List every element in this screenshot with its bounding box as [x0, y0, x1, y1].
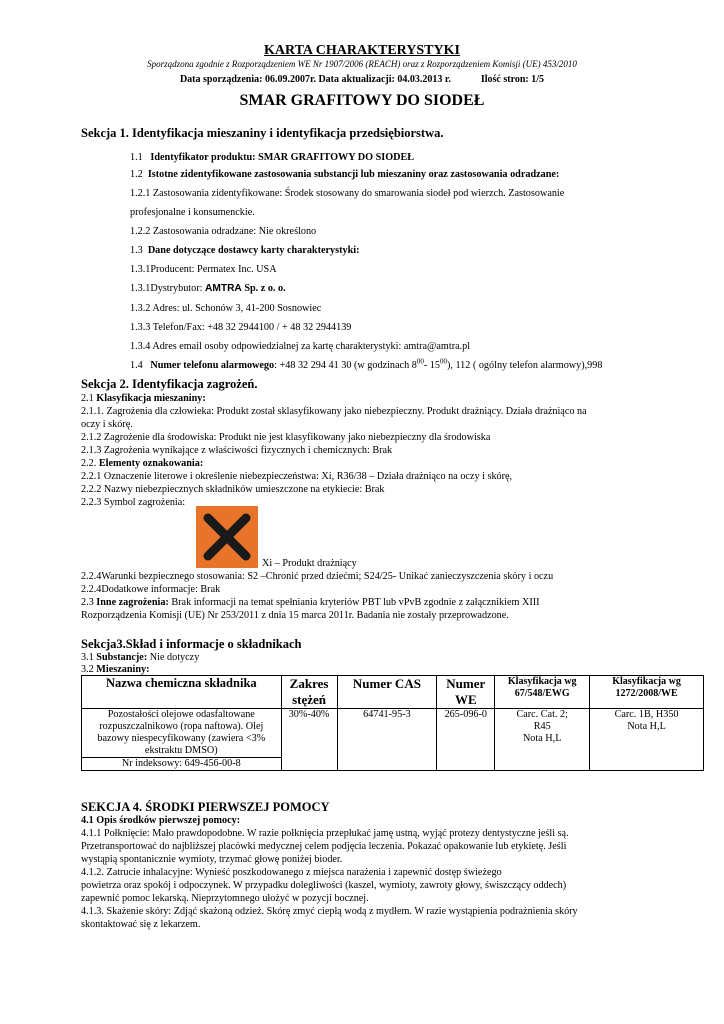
line-2-1-1a: 2.1.1. Zagrożenia dla człowieka: Produkt został sklasyfikowany jako niebezpieczny. Produkt drażniący. Działa drażniąco na [81, 406, 587, 417]
section-4-heading: SEKCJA 4. ŚRODKI PIERWSZEJ POMOCY [81, 800, 330, 814]
line-2-2-4: 2.2.4Warunki bezpiecznego stosowania: S2 –Chronić przed dziećmi; S24/25- Unikać zanieczyszczenia skóry i oczu [81, 571, 554, 582]
line-1-3-1-producer: 1.3.1Producent: Permatex Inc. USA [130, 264, 277, 275]
line-4-1-1a: 4.1.1 Połknięcie: Mało prawdopodobne. W razie połknięcia przepłukać jamę ustną, wyjąć protezy dentystyczne jeśli są. [81, 828, 569, 839]
cell-class-1272-2008: Carc. 1B, H350 Nota H,L [590, 709, 704, 771]
header-class-67-548: Klasyfikacja wg 67/548/EWG [495, 676, 590, 709]
line-4-1-2b: powietrza oraz spokój i odpoczynek. W przypadku dolegliwości (kaszel, wymioty, zawroty głowy, świszczący oddech) [81, 880, 567, 891]
cell-chemical-name: Pozostałości olejowe odasfaltowane rozpuszczalnikowo (ropa naftowa). Olej bazowy niespecyfikowany (zawiera <3% ekstraktu DMSO) [82, 709, 282, 758]
line-2-2-1: 2.2.1 Oznaczenie literowe i określenie niebezpieczeństwa: Xi, R36/38 – Działa drażniąco na oczy i skórę, [81, 471, 513, 482]
document-subtitle: Sporządzona zgodnie z Rozporządzeniem WE Nr 1907/2006 (REACH) oraz z Rozporządzeniem Komisji (UE) 453/2010 [147, 59, 577, 69]
table-header-row [82, 676, 704, 709]
line-3-1: 3.1 Substancje: Nie dotyczy [81, 652, 200, 663]
x-cross-icon [196, 506, 258, 568]
line-2-1-3: 2.1.3 Zagrożenia wynikające z właściwości fizycznych i chemicznych: Brak [81, 445, 393, 456]
line-2-1-2: 2.1.2 Zagrożenie dla środowiska: Produkt nie jest klasyfikowany jako niebezpieczny dla środowiska [81, 432, 491, 443]
hazard-symbol-caption: Xi – Produkt drażniący [262, 558, 357, 569]
cell-we: 265-096-0 [437, 709, 495, 771]
line-3-2: 3.2 Mieszaniny: [81, 664, 150, 675]
section-3-heading: Sekcja3.Skład i informacje o składnikach [81, 637, 302, 651]
product-title: SMAR GRAFITOWY DO SIODEŁ [239, 92, 485, 109]
line-2-3b: Rozporządzenia Komisji (UE) Nr 253/2011 z dnia 15 marca 2011r. Badania nie zostały przeprowadzone. [81, 610, 509, 621]
line-1-2: 1.2 Istotne zidentyfikowane zastosowania substancji lub mieszaniny oraz zastosowania odradzane: [130, 169, 560, 180]
line-2-1-1b: oczy i skórę. [81, 419, 133, 430]
line-2-2-2: 2.2.2 Nazwy niebezpiecznych składników umieszczone na etykiecie: Brak [81, 484, 385, 495]
line-2-2: 2.2. Elementy oznakowania: [81, 458, 204, 469]
document-title: KARTA CHARAKTERYSTYKI [264, 43, 460, 58]
header-chemical-name: Nazwa chemiczna składnika [82, 676, 282, 709]
cell-index-number: Nr indeksowy: 649-456-00-8 [82, 758, 282, 771]
line-2-2-4-additional: 2.2.4Dodatkowe informacje: Brak [81, 584, 221, 595]
line-1-2-2: 1.2.2 Zastosowania odradzane: Nie określono [130, 226, 317, 237]
cell-cas: 64741-95-3 [337, 709, 437, 771]
cell-class-67-548: Carc. Cat. 2; R45 Nota H,L [495, 709, 590, 771]
line-2-2-3: 2.2.3 Symbol zagrożenia: [81, 497, 186, 508]
line-2-1: 2.1 Klasyfikacja mieszaniny: [81, 393, 206, 404]
header-class-1272-2008: Klasyfikacja wg 1272/2008/WE [590, 676, 704, 709]
composition-table [81, 675, 704, 771]
line-1-4: 1.4 Numer telefonu alarmowego: +48 32 294 41 30 (w godzinach $8^{00}-$ $15^{00}$), 112 ( ogólny telefon alarmowy),998 [130, 357, 603, 371]
line-1-3-2: 1.3.2 Adres: ul. Schonów 3, 41-200 Sosnowiec [130, 303, 322, 314]
document-dates [0, 74, 724, 86]
dates-text: Data sporządzenia: 06.09.2007r. Data aktualizacji: 04.03.2013 r. [179, 74, 451, 85]
table-row [82, 709, 704, 758]
line-4-1-3a: 4.1.3. Skażenie skóry: Zdjąć skażoną odzież. Skórę zmyć ciepłą wodą z mydłem. W razie wystąpienia podrażnienia skóry [81, 906, 578, 917]
section-1-heading: Sekcja 1. Identyfikacja mieszaniny i identyfikacja przedsiębiorstwa. [81, 126, 444, 140]
line-4-1-2a: 4.1.2. Zatrucie inhalacyjne: Wynieść poszkodowanego z miejsca narażenia i zapewnić dostęp świeżego [81, 867, 502, 878]
line-4-1: 4.1 Opis środków pierwszej pomocy: [81, 815, 241, 826]
section-2-heading: Sekcja 2. Identyfikacja zagrożeń. [81, 377, 258, 391]
header-we: Numer WE [437, 676, 495, 709]
header-cas: Numer CAS [337, 676, 437, 709]
line-1-3-1-distributor: 1.3.1Dystrybutor: AMTRA Sp. z o. o. [130, 283, 286, 294]
line-4-1-1c: wystąpią spontanicznie wymioty, trzymać głowę poniżej bioder. [81, 854, 343, 865]
header-concentration: Zakres stężeń [281, 676, 337, 709]
line-1-3-4: 1.3.4 Adres email osoby odpowiedzialnej za kartę charakterystyki: amtra@amtra.pl [130, 341, 471, 352]
page-count: Ilość stron: 1/5 [480, 74, 545, 85]
line-2-3: 2.3 Inne zagrożenia: Brak informacji na temat spełniania kryteriów PBT lub vPvB zgodnie z załącznikiem XIII [81, 597, 540, 608]
line-1-3-3: 1.3.3 Telefon/Fax: +48 32 2944100 / + 48 32 2944139 [130, 322, 352, 333]
line-1-3: 1.3 Dane dotyczące dostawcy karty charakterystyki: [130, 245, 360, 256]
line-1-2-1b: profesjonalne i konsumenckie. [130, 207, 255, 218]
line-1-2-1a: 1.2.1 Zastosowania zidentyfikowane: Środek stosowany do smarowania siodeł pod wierzch. Zastosowanie [130, 188, 565, 199]
line-1-1: 1.1 Identyfikator produktu: SMAR GRAFITOWY DO SIODEŁ [130, 152, 415, 163]
line-4-1-1b: Przetransportować do najbliższej placówki medycznej celem podjęcia leczenia. Pokazać opakowanie lub etykietę. Jeśli [81, 841, 567, 852]
line-4-1-2c: zapewnić pomoc lekarską. Nieprzytomnego ułożyć w pozycji bocznej. [81, 893, 369, 904]
xi-hazard-symbol [196, 506, 258, 568]
line-4-1-3b: skontaktować się z lekarzem. [81, 919, 201, 930]
cell-concentration: 30%-40% [281, 709, 337, 771]
